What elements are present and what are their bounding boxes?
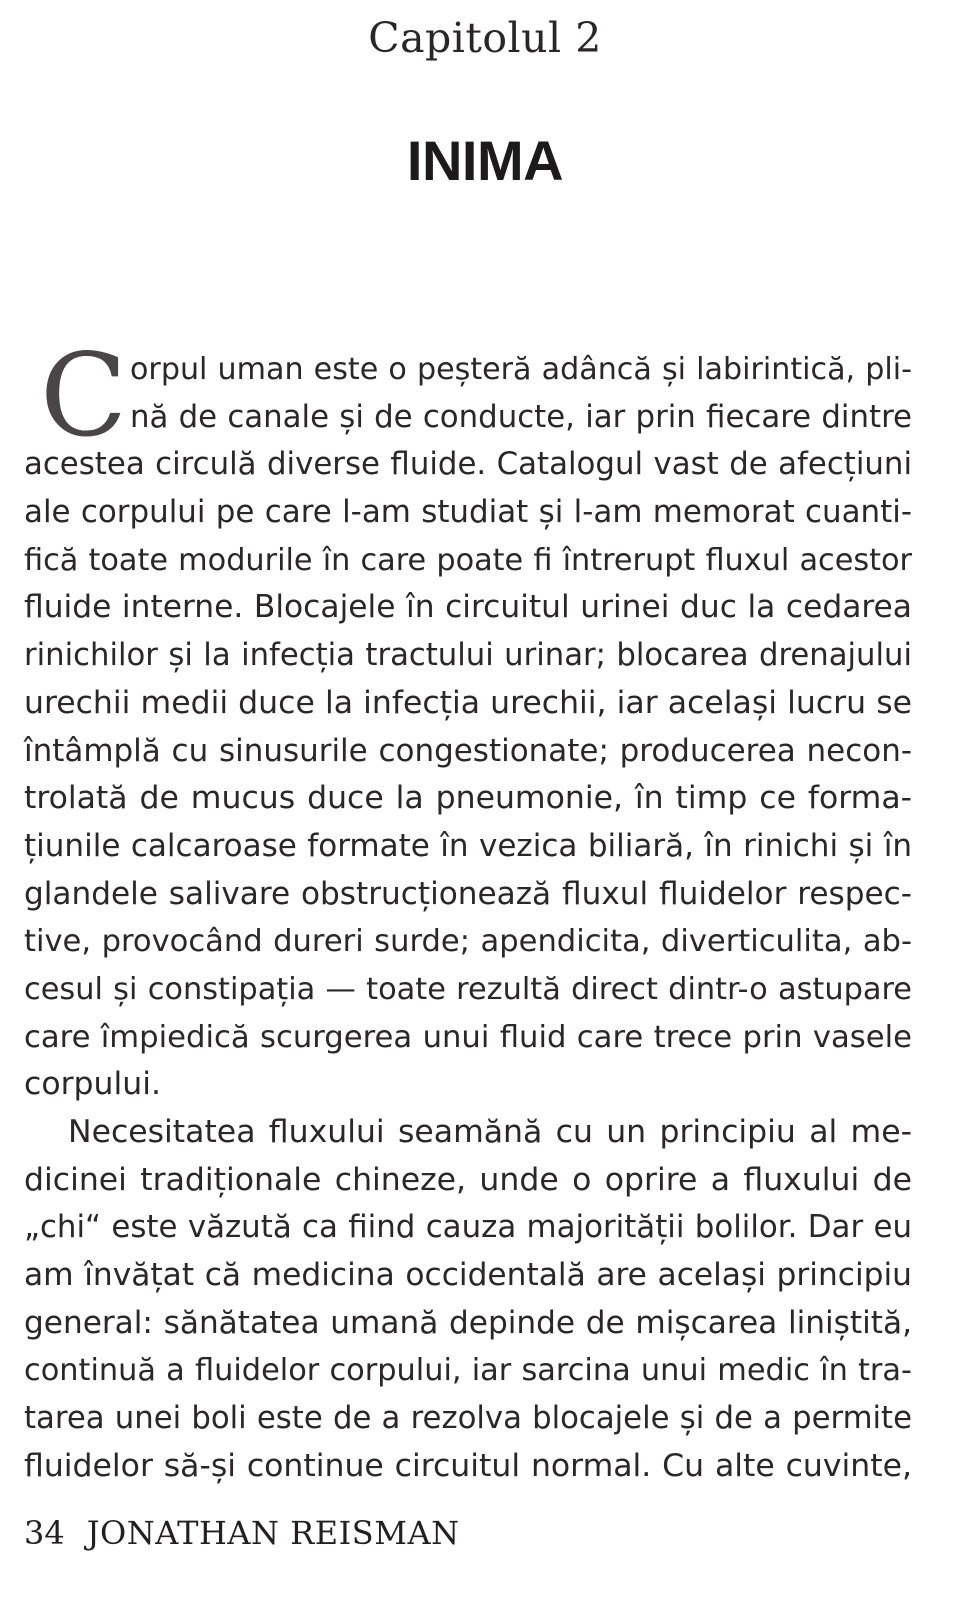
text-line: țiunile calcaroase formate în vezica biliară, în rinichi și în (24, 827, 912, 864)
text-line: tive, provocând dureri surde; apendicita, diverticulita, ab- (24, 924, 912, 960)
text-line: Necesitatea fluxului seamănă cu un principiu al me- (68, 1114, 912, 1150)
text-line: acestea circulă diverse fluide. Catalogul vast de afecțiuni (24, 446, 912, 483)
text-line: nă de canale și de conducte, iar prin fiecare dintre (130, 398, 912, 435)
text-line: ale corpului pe care l-am studiat și l-am memorat cuanti- (24, 494, 912, 531)
text-line: fică toate modurile în care poate fi întrerupt fluxul acestor (24, 542, 912, 578)
text-line: cesul și constipația — toate rezultă direct dintr-o astupare (24, 971, 912, 1007)
chapter-label: Capitolul 2 (368, 14, 602, 62)
page-footer (24, 1514, 460, 1552)
text-line: întâmplă cu sinusurile congestionate; producerea necon- (24, 732, 912, 769)
text-line: continuă a fluidelor corpului, iar sarcina unui medic în tra- (24, 1353, 912, 1389)
body-text (24, 329, 912, 1491)
author-name: JONATHAN REISMAN (86, 1514, 460, 1552)
text-line: corpului. (24, 1066, 161, 1103)
text-line: glandele salivare obstrucționează fluxul fluidelor respec- (24, 875, 912, 912)
text-line: dicinei tradiționale chineze, unde o oprire a fluxului de (24, 1161, 912, 1198)
chapter-title: INIMA (406, 129, 564, 192)
text-line: „chi“ este văzută ca fiind cauza majorității bolilor. Dar eu (24, 1209, 912, 1246)
text-line: orpul uman este o peșteră adâncă și labirintică, pli- (130, 352, 912, 387)
drop-cap: C (40, 329, 128, 462)
text-line: general: sănătatea umană depinde de mișcarea liniștită, (24, 1304, 912, 1341)
page-number: 34 (24, 1514, 65, 1552)
text-line: am învățat că medicina occidentală are același principiu (24, 1257, 912, 1294)
text-line: care împiedică scurgerea unui fluid care trece prin vasele (24, 1019, 912, 1055)
text-line: fluide interne. Blocajele în circuitul urinei duc la cedarea (24, 589, 912, 626)
text-line: tarea unei boli este de a rezolva blocajele și de a permite (24, 1400, 912, 1437)
text-line: trolată de mucus duce la pneumonie, în timp ce forma- (24, 780, 912, 817)
text-line: fluidelor să-și continue circuitul normal. Cu alte cuvinte, (24, 1447, 912, 1484)
text-line: urechii medii duce la infecția urechii, iar același lucru se (24, 684, 912, 721)
text-line: rinichilor și la infecția tractului urinar; blocarea drenajului (24, 638, 912, 674)
